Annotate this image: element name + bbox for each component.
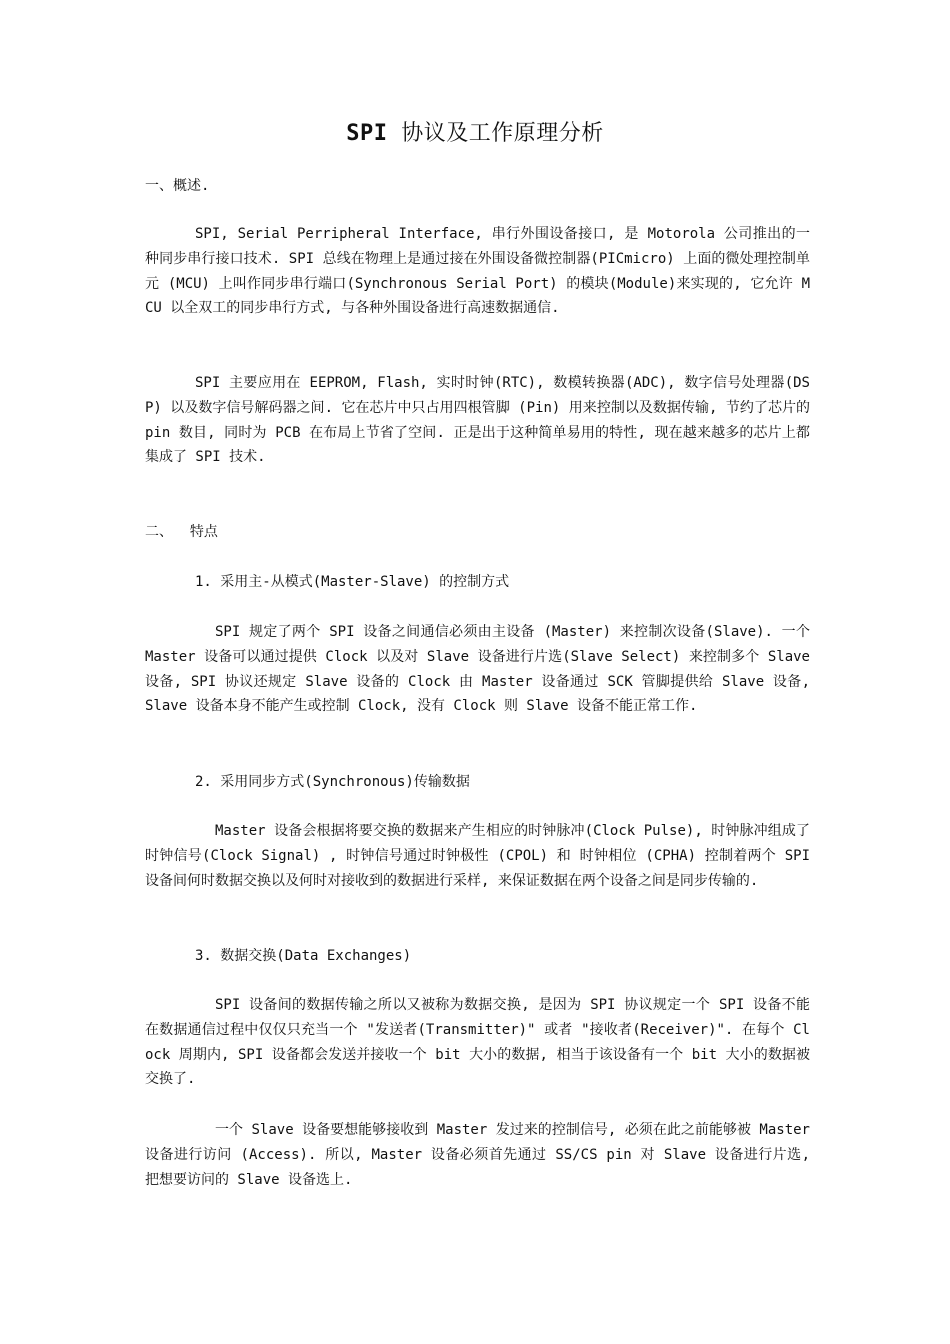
document-title xyxy=(0,118,950,150)
section-1-paragraph-2: SPI 主要应用在 EEPROM, Flash, 实时时钟(RTC), 数模转换器(ADC), 数字信号处理器(DSP) 以及数字信号解码器之间. 它在芯片中只占用四根管脚 (Pin) 用来控制以及数据传输, 节约了芯片的 pin 数目, 同时为 PCB 在布局上节省了空间. 正是出于这种简单易用的特性, 现在越来越多的芯片上都集成了 SPI 技术. xyxy=(145,375,810,466)
title-text: 协议及工作原理分析 xyxy=(401,121,604,146)
section-2-3-paragraph-2: 一个 Slave 设备要想能够接收到 Master 发过来的控制信号, 必须在此之前能够被 Master 设备进行访问 (Access). 所以, Master 设备必须首先通过 SS/CS pin 对 Slave 设备进行片选, 把想要访问的 Slave 设备选上. xyxy=(145,1122,810,1188)
section-2-3-paragraph-1: SPI 设备间的数据传输之所以又被称为数据交换, 是因为 SPI 协议规定一个 SPI 设备不能在数据通信过程中仅仅只充当一个 "发送者(Transmitter)" 或者 "接收者(Receiver)". 在每个 Clock 周期内, SPI 设备都会发送并接收一个 bit 大小的数据, 相当于该设备有一个 bit 大小的数据被交换了. xyxy=(145,997,810,1088)
section-1-heading: 一、概述. xyxy=(145,178,210,194)
title-bold-part: SPI xyxy=(346,121,388,146)
section-2-2-paragraph: Master 设备会根据将要交换的数据来产生相应的时钟脉冲(Clock Pulse), 时钟脉冲组成了时钟信号(Clock Signal) , 时钟信号通过时钟极性 (CPOL) 和 时钟相位 (CPHA) 控制着两个 SPI 设备间何时数据交换以及何时对接收到的数据进行采样, 来保证数据在两个设备之间是同步传输的. xyxy=(145,823,810,889)
section-2-1-heading: 1. 采用主-从模式(Master-Slave) 的控制方式 xyxy=(195,574,510,590)
section-2-heading: 二、 特点 xyxy=(145,524,218,540)
section-2-1-paragraph: SPI 规定了两个 SPI 设备之间通信必须由主设备 (Master) 来控制次设备(Slave). 一个 Master 设备可以通过提供 Clock 以及对 Slave 设备进行片选(Slave Select) 来控制多个 Slave 设备, SPI 协议还规定 Slave 设备的 Clock 由 Master 设备通过 SCK 管脚提供给 Slave 设备, Slave 设备本身不能产生或控制 Clock, 没有 Clock 则 Slave 设备不能正常工作. xyxy=(145,624,810,715)
section-1-paragraph-1: SPI, Serial Perripheral Interface, 串行外围设备接口, 是 Motorola 公司推出的一种同步串行接口技术. SPI 总线在物理上是通过接在外围设备微控制器(PICmicro) 上面的微处理控制单元 (MCU) 上叫作同步串行端口(Synchronous Serial Port) 的模块(Module)来实现的, 它允许 MCU 以全双工的同步串行方式, 与各种外围设备进行高速数据通信. xyxy=(145,226,810,317)
section-2-2-heading: 2. 采用同步方式(Synchronous)传输数据 xyxy=(195,774,470,790)
section-2-3-heading: 3. 数据交换(Data Exchanges) xyxy=(195,948,412,964)
